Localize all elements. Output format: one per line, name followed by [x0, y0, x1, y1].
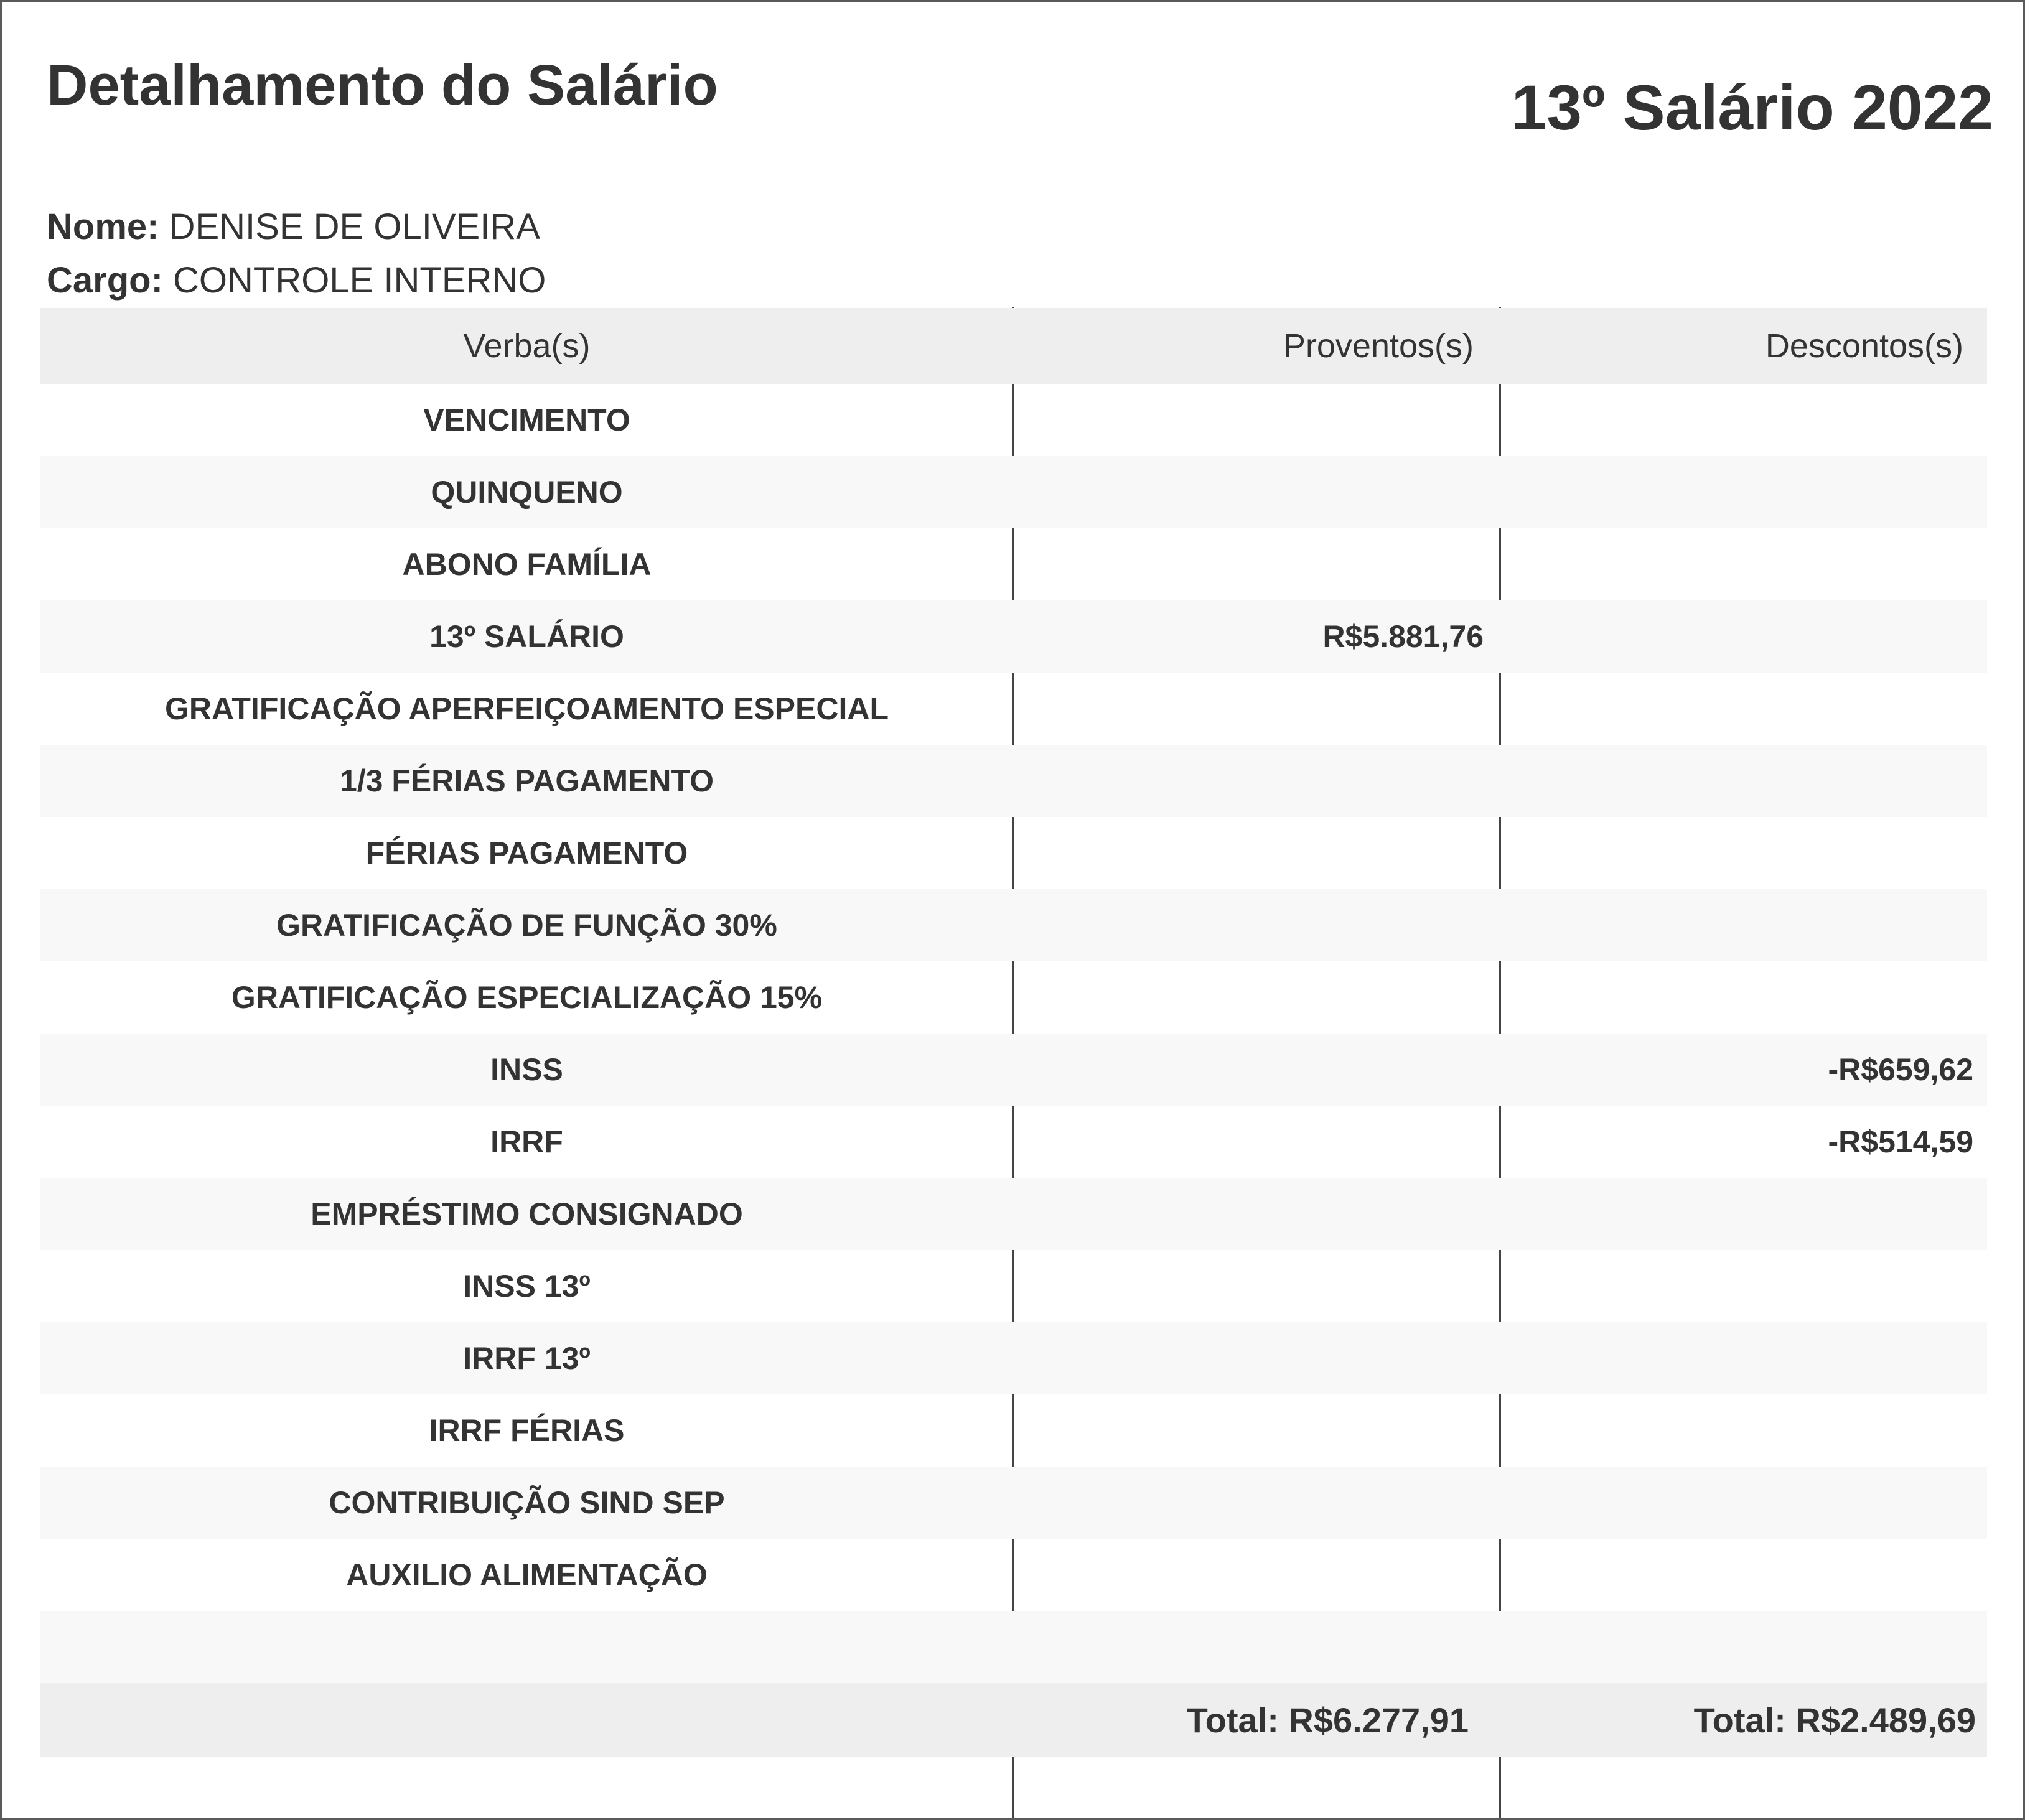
- table-row: [40, 1394, 1987, 1467]
- table-row: [40, 1322, 1987, 1394]
- descontos-cell: [1500, 1611, 1987, 1683]
- descontos-cell: [1500, 456, 1987, 528]
- descontos-cell: [1500, 673, 1987, 745]
- proventos-cell: [1013, 456, 1500, 528]
- proventos-cell: [1013, 673, 1500, 745]
- table-row: [40, 889, 1987, 961]
- verba-cell: IRRF FÉRIAS: [429, 1413, 625, 1448]
- column-header-proventos: Proventos(s): [1283, 327, 1474, 365]
- proventos-cell: [1013, 745, 1500, 817]
- name-value: DENISE DE OLIVEIRA: [169, 207, 540, 247]
- verba-cell: AUXILIO ALIMENTAÇÃO: [346, 1557, 708, 1592]
- descontos-cell: [1500, 1539, 1987, 1611]
- proventos-cell: R$5.881,76: [1322, 619, 1484, 654]
- page-title: Detalhamento do Salário: [47, 54, 718, 117]
- descontos-cell: [1500, 528, 1987, 600]
- proventos-cell: [1013, 1178, 1500, 1250]
- proventos-cell: [1013, 1106, 1500, 1178]
- descontos-cell: [1500, 1178, 1987, 1250]
- column-header-verba: Verba(s): [463, 327, 591, 365]
- descontos-cell: [1500, 961, 1987, 1034]
- proventos-cell: [1013, 961, 1500, 1034]
- proventos-cell: [1013, 889, 1500, 961]
- verba-cell: 1/3 FÉRIAS PAGAMENTO: [339, 763, 714, 798]
- table-row: [40, 1539, 1987, 1611]
- employee-role-line: [47, 259, 546, 301]
- verba-cell: INSS: [490, 1052, 563, 1087]
- verba-cell: IRRF: [490, 1124, 563, 1159]
- descontos-cell: -R$659,62: [1828, 1052, 1973, 1087]
- proventos-cell: [1013, 1322, 1500, 1394]
- table-row: [40, 961, 1987, 1034]
- table-row: [40, 1467, 1987, 1539]
- proventos-cell: [1013, 528, 1500, 600]
- descontos-cell: [1500, 1394, 1987, 1467]
- table-row: [40, 745, 1987, 817]
- verba-cell: GRATIFICAÇÃO APERFEIÇOAMENTO ESPECIAL: [164, 691, 889, 726]
- table-row: [40, 600, 1987, 673]
- table-row: [40, 384, 1987, 456]
- verba-cell: GRATIFICAÇÃO ESPECIALIZAÇÃO 15%: [231, 980, 823, 1015]
- verba-cell: CONTRIBUIÇÃO SIND SEP: [329, 1485, 725, 1520]
- verba-cell: GRATIFICAÇÃO DE FUNÇÃO 30%: [276, 908, 777, 943]
- descontos-cell: [1500, 745, 1987, 817]
- total-proventos: Total: R$6.277,91: [1186, 1700, 1469, 1740]
- verba-cell: [40, 1611, 1013, 1683]
- verba-cell: IRRF 13º: [463, 1341, 591, 1376]
- descontos-cell: [1500, 889, 1987, 961]
- proventos-cell: [1013, 817, 1500, 889]
- proventos-cell: [1013, 384, 1500, 456]
- descontos-cell: [1500, 384, 1987, 456]
- descontos-cell: -R$514,59: [1828, 1124, 1973, 1159]
- verba-cell: FÉRIAS PAGAMENTO: [365, 836, 688, 870]
- name-label: Nome:: [47, 207, 159, 247]
- proventos-cell: [1013, 1611, 1500, 1683]
- verba-cell: QUINQUENO: [431, 475, 623, 510]
- period-title: 13º Salário 2022: [1511, 72, 1993, 143]
- descontos-cell: [1500, 600, 1987, 673]
- table-row: [40, 456, 1987, 528]
- table-row: [40, 673, 1987, 745]
- verba-cell: VENCIMENTO: [423, 403, 630, 437]
- table-row-empty: [40, 1611, 1987, 1683]
- totals-label-cell: [40, 1683, 1013, 1757]
- table-row: [40, 1034, 1987, 1106]
- proventos-cell: [1013, 1250, 1500, 1322]
- salary-table: [40, 308, 1987, 1757]
- verba-cell: ABONO FAMÍLIA: [402, 547, 652, 582]
- column-header-descontos: Descontos(s): [1765, 327, 1963, 365]
- table-row: [40, 817, 1987, 889]
- descontos-cell: [1500, 1322, 1987, 1394]
- verba-cell: INSS 13º: [463, 1269, 591, 1304]
- role-value: CONTROLE INTERNO: [173, 260, 546, 301]
- descontos-cell: [1500, 817, 1987, 889]
- role-label: Cargo:: [47, 260, 163, 301]
- table-header-row: [40, 308, 1987, 384]
- table-row: [40, 1250, 1987, 1322]
- proventos-cell: [1013, 1539, 1500, 1611]
- employee-name-line: [47, 206, 540, 248]
- table-row: [40, 1178, 1987, 1250]
- proventos-cell: [1013, 1034, 1500, 1106]
- proventos-cell: [1013, 1467, 1500, 1539]
- total-descontos: Total: R$2.489,69: [1693, 1700, 1976, 1740]
- totals-row: [40, 1683, 1987, 1757]
- descontos-cell: [1500, 1250, 1987, 1322]
- proventos-cell: [1013, 1394, 1500, 1467]
- descontos-cell: [1500, 1467, 1987, 1539]
- verba-cell: EMPRÉSTIMO CONSIGNADO: [311, 1197, 743, 1231]
- verba-cell: 13º SALÁRIO: [429, 619, 624, 654]
- table-row: [40, 528, 1987, 600]
- table-row: [40, 1106, 1987, 1178]
